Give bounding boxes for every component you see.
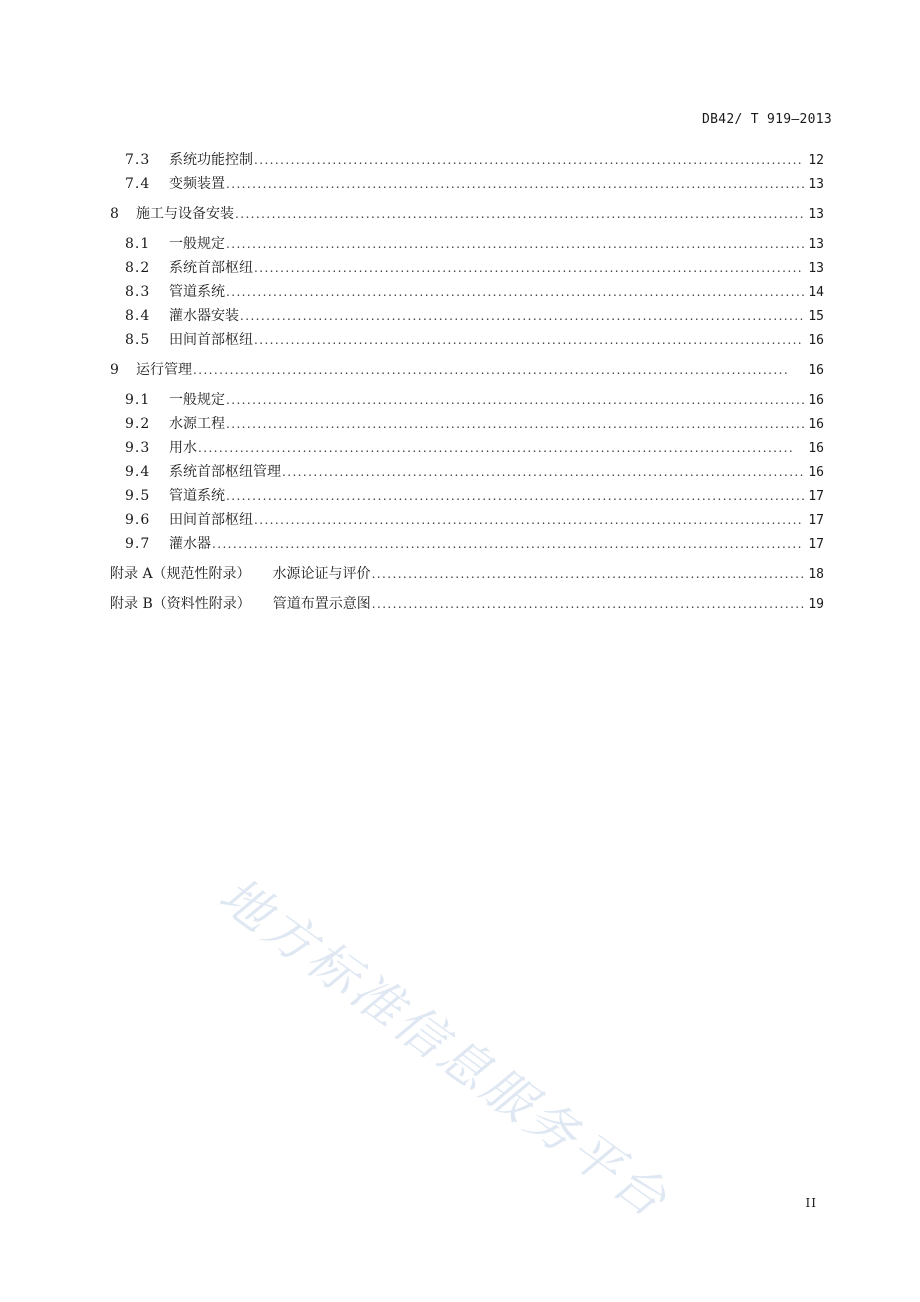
toc-entry-number: 7.4 — [125, 176, 151, 192]
appendix-page: 19 — [808, 597, 824, 612]
toc-entry-number: 9.4 — [125, 464, 151, 480]
toc-entry-8-5[interactable] — [110, 328, 824, 352]
toc-entry-number: 9.7 — [125, 536, 151, 552]
toc-entry-page: 17 — [808, 489, 824, 504]
toc-entry-9-3[interactable] — [110, 436, 824, 460]
toc-entry-7-4[interactable] — [110, 172, 824, 196]
dot-leader — [193, 358, 804, 382]
dot-leader — [235, 202, 804, 226]
dot-leader — [226, 412, 804, 436]
toc-entry-page: 15 — [808, 309, 824, 324]
toc-entry-9-6[interactable] — [110, 508, 824, 532]
dot-leader — [212, 532, 804, 556]
dot-leader — [226, 280, 804, 304]
toc-entry-number: 8.3 — [125, 284, 151, 300]
dot-leader — [254, 328, 804, 352]
toc-chapter-number: 9 — [110, 362, 120, 378]
toc-entry-7-3[interactable] — [110, 148, 824, 172]
dot-leader — [372, 592, 805, 616]
toc-entry-page: 16 — [808, 465, 824, 480]
appendix-label: 附录 A（规范性附录） — [110, 566, 251, 582]
watermark: 地方标准信息服务平台 — [208, 865, 680, 1231]
toc-entry-page: 16 — [808, 393, 824, 408]
toc-chapter-9[interactable] — [110, 358, 824, 382]
toc-entry-9-2[interactable] — [110, 412, 824, 436]
toc-entry-number: 8.2 — [125, 260, 151, 276]
toc-entry-page: 17 — [808, 537, 824, 552]
toc-entry-title: 水源工程 — [169, 416, 225, 432]
appendix-title: 管道布置示意图 — [272, 596, 371, 612]
toc-entry-title: 一般规定 — [169, 236, 225, 252]
toc-entry-title: 系统首部枢纽管理 — [169, 464, 281, 480]
dot-leader — [198, 436, 804, 460]
toc-entry-title: 灌水器安装 — [169, 308, 239, 324]
toc-chapter-number: 8 — [110, 206, 120, 222]
standard-code: DB42/ T 919—2013 — [701, 112, 832, 127]
toc-entry-title: 系统功能控制 — [169, 152, 253, 168]
toc-appendix-a[interactable] — [110, 562, 824, 586]
toc-chapter-title: 运行管理 — [136, 362, 192, 378]
toc-chapter-page: 16 — [808, 363, 824, 378]
dot-leader — [240, 304, 804, 328]
toc-entry-title: 管道系统 — [169, 284, 225, 300]
toc-entry-number: 7.3 — [125, 152, 151, 168]
toc-entry-title: 变频装置 — [169, 176, 225, 192]
toc-entry-page: 17 — [808, 513, 824, 528]
dot-leader — [372, 562, 805, 586]
toc-entry-number: 9.2 — [125, 416, 151, 432]
toc-entry-number: 8.1 — [125, 236, 151, 252]
toc-entry-title: 一般规定 — [169, 392, 225, 408]
toc-entry-page: 13 — [808, 237, 824, 252]
appendix-title: 水源论证与评价 — [272, 566, 371, 582]
toc-entry-page: 13 — [808, 261, 824, 276]
toc-entry-number: 9.3 — [125, 440, 151, 456]
toc-entry-8-4[interactable] — [110, 304, 824, 328]
toc-entry-page: 16 — [808, 441, 824, 456]
toc-entry-8-1[interactable] — [110, 232, 824, 256]
dot-leader — [226, 388, 804, 412]
toc-entry-9-7[interactable] — [110, 532, 824, 556]
toc-entry-number: 8.5 — [125, 332, 151, 348]
toc-entry-number: 9.5 — [125, 488, 151, 504]
toc-entry-page: 13 — [808, 177, 824, 192]
dot-leader — [226, 232, 804, 256]
toc-entry-title: 系统首部枢纽 — [169, 260, 253, 276]
toc-entry-number: 9.1 — [125, 392, 151, 408]
toc-entry-page: 16 — [808, 333, 824, 348]
dot-leader — [226, 484, 804, 508]
toc-entry-8-2[interactable] — [110, 256, 824, 280]
dot-leader — [254, 508, 804, 532]
toc-entry-title: 管道系统 — [169, 488, 225, 504]
toc-entry-title: 灌水器 — [169, 536, 211, 552]
appendix-page: 18 — [808, 567, 824, 582]
toc-chapter-8[interactable] — [110, 202, 824, 226]
dot-leader — [226, 172, 804, 196]
toc-entry-9-1[interactable] — [110, 388, 824, 412]
toc-appendix-b[interactable] — [110, 592, 824, 616]
toc-entry-page: 12 — [808, 153, 824, 168]
toc-entry-number: 9.6 — [125, 512, 151, 528]
toc-chapter-page: 13 — [808, 207, 824, 222]
toc-entry-page: 14 — [808, 285, 824, 300]
dot-leader — [254, 256, 804, 280]
toc-entry-8-3[interactable] — [110, 280, 824, 304]
page-number: II — [805, 1196, 817, 1210]
toc-entry-9-4[interactable] — [110, 460, 824, 484]
toc-entry-title: 用水 — [169, 440, 197, 456]
table-of-contents — [110, 148, 824, 616]
toc-entry-title: 田间首部枢纽 — [169, 332, 253, 348]
toc-entry-title: 田间首部枢纽 — [169, 512, 253, 528]
dot-leader — [254, 148, 804, 172]
appendix-label: 附录 B（资料性附录） — [110, 596, 251, 612]
toc-entry-page: 16 — [808, 417, 824, 432]
dot-leader — [282, 460, 804, 484]
toc-entry-number: 8.4 — [125, 308, 151, 324]
toc-entry-9-5[interactable] — [110, 484, 824, 508]
toc-chapter-title: 施工与设备安装 — [136, 206, 234, 222]
